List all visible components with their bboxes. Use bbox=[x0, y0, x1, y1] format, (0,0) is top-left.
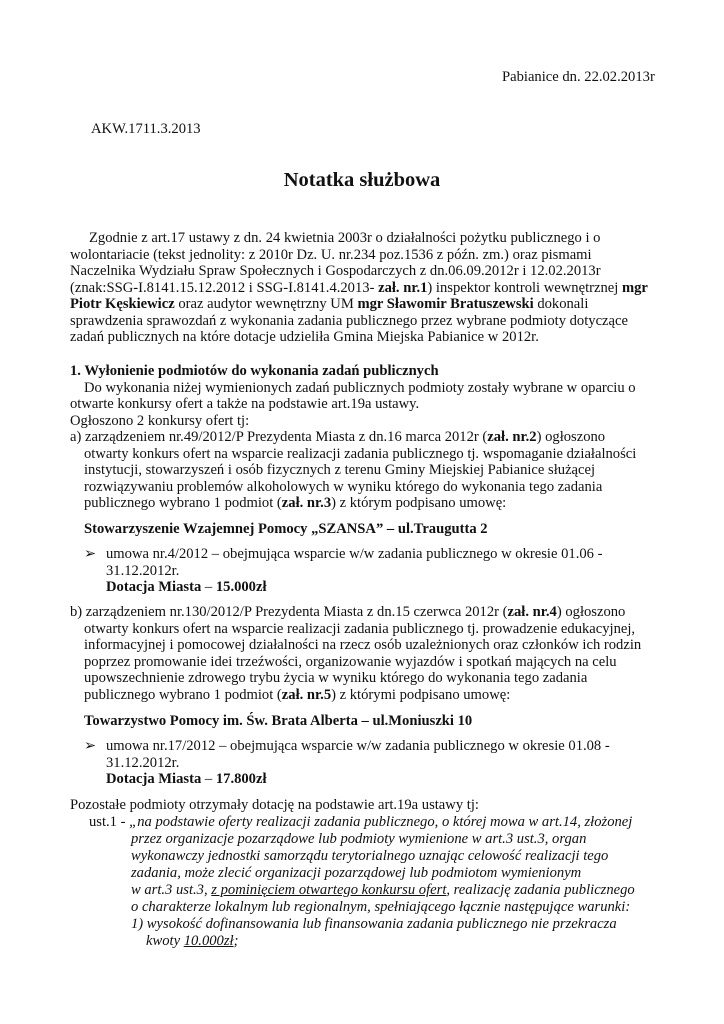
quote-line: kwoty 10.000zł; bbox=[146, 933, 239, 949]
place-date: Pabianice dn. 22.02.2013r bbox=[502, 69, 655, 85]
item-b-line: publicznego wybrano 1 podmiot (zał. nr.5) z którymi podpisano umowę: bbox=[84, 687, 511, 703]
annex-ref: zał. nr.4 bbox=[507, 604, 557, 620]
intro-line: zadań publicznych na które dotacje udzieliła Gmina Miejska Pabianice w 2012r. bbox=[70, 329, 539, 345]
annex-ref: zał. nr.5 bbox=[281, 687, 332, 703]
page-title: Notatka służbowa bbox=[283, 169, 441, 191]
item-b-line: poprzez promowanie idei trzeźwości, organizowanie wyjazdów i spotkań mających na celu bbox=[84, 654, 617, 670]
item-b-line: informacyjnej i pomocowej działalności na rzecz osób uzależnionych oraz członków ich rodzin bbox=[84, 637, 642, 653]
item-a-line: publicznego wybrano 1 podmiot (zał. nr.3) z którym podpisano umowę: bbox=[84, 495, 507, 511]
organization-name: Towarzystwo Pomocy im. Św. Brata Alberta – ul.Moniuszki 10 bbox=[84, 713, 473, 729]
arrow-bullet-icon: ➢ bbox=[84, 546, 97, 562]
annex-ref: zał. nr.1 bbox=[378, 280, 428, 296]
section-line: Do wykonania niżej wymienionych zadań publicznych podmioty zostały wybrane w oparciu o bbox=[84, 380, 636, 396]
contract-bullet-cont: 31.12.2012r. bbox=[106, 563, 180, 579]
intro-line: (znak:SSG-I.8141.15.12.2012 i SSG-I.8141.4.2013- zał. nr.1) inspektor kontroli wewnętrznej mgr bbox=[70, 280, 648, 296]
item-b-line: upowszechnienie zdrowego trybu życia w wyniku którego do wykonania tego zadania bbox=[84, 670, 588, 686]
arrow-bullet-icon: ➢ bbox=[84, 738, 97, 754]
auditor-name: mgr Sławomir Bratuszewski bbox=[357, 296, 534, 312]
item-b-line: b) zarządzeniem nr.130/2012/P Prezydenta Miasta z dn.15 czerwca 2012r (zał. nr.4) ogłoszono bbox=[70, 604, 626, 620]
quote-line: o charakterze lokalnym lub regionalnym, spełniającego łącznie następujące warunki: bbox=[131, 899, 631, 915]
grant-amount: Dotacja Miasta – 17.800zł bbox=[106, 771, 267, 787]
quote-line: w art.3 ust.3, z pominięciem otwartego konkursu ofert, realizację zadania publicznego bbox=[131, 882, 635, 898]
intro-line: wolontariacie (tekst jednolity: z 2010r Dz. U. nr.234 poz.1536 z późn. zm.) oraz pismami bbox=[70, 247, 592, 263]
item-a-line: otwarty konkurs ofert na wsparcie realizacji zadania publicznego tj. wspomaganie działalności bbox=[84, 446, 637, 462]
quote-line: wykonawczy jednostki samorządu terytorialnego uznając celowość realizacji tego bbox=[131, 848, 609, 864]
contract-bullet: ➢ umowa nr.4/2012 – obejmująca wsparcie w/w zadania publicznego w okresie 01.06 - bbox=[84, 546, 603, 562]
annex-ref: zał. nr.3 bbox=[281, 495, 332, 511]
item-a-line: rozwiązywaniu problemów alkoholowych w wyniku którego do wykonania tego zadania bbox=[84, 479, 603, 495]
others-line: ust.1 - „na podstawie oferty realizacji zadania publicznego, o której mowa w art.14, złożonej bbox=[89, 814, 633, 830]
intro-line: Piotr Kęskiewicz oraz audytor wewnętrzny UM mgr Sławomir Bratuszewski dokonali bbox=[70, 296, 589, 312]
grant-amount: Dotacja Miasta – 15.000zł bbox=[106, 579, 267, 595]
item-a-line: a) zarządzeniem nr.49/2012/P Prezydenta Miasta z dn.16 marca 2012r (zał. nr.2) ogłoszono bbox=[70, 429, 606, 445]
organization-name: Stowarzyszenie Wzajemnej Pomocy „SZANSA” – ul.Traugutta 2 bbox=[84, 521, 488, 537]
quote-line: przez organizacje pozarządowe lub podmioty wymienione w art.3 ust.3, organ bbox=[131, 831, 587, 847]
section-line: otwarte konkursy ofert a także na podstawie art.19a ustawy. bbox=[70, 396, 420, 412]
intro-line: sprawdzenia sprawozdań z wykonania zadania publicznego przez wybrane podmioty dotyczące bbox=[70, 313, 628, 329]
others-line: Pozostałe podmioty otrzymały dotację na podstawie art.19a ustawy tj: bbox=[70, 797, 479, 813]
intro-line: Zgodnie z art.17 ustawy z dn. 24 kwietnia 2003r o działalności pożytku publicznego i o bbox=[89, 230, 601, 246]
section-heading: 1. Wyłonienie podmiotów do wykonania zadań publicznych bbox=[70, 363, 439, 379]
item-b-line: otwarty konkurs ofert na wsparcie realizacji zadania publicznego tj. prowadzenie edukacyjnej, bbox=[84, 621, 636, 637]
contract-bullet-cont: 31.12.2012r. bbox=[106, 755, 180, 771]
intro-line: Naczelnika Wydziału Spraw Społecznych i Gospodarczych z dn.06.09.2012r i 12.02.2013r bbox=[70, 263, 601, 279]
section-line: Ogłoszono 2 konkursy ofert tj: bbox=[70, 413, 250, 429]
contract-bullet: ➢ umowa nr.17/2012 – obejmująca wsparcie w/w zadania publicznego w okresie 01.08 - bbox=[84, 738, 610, 754]
inspector-name: Piotr Kęskiewicz bbox=[70, 296, 175, 312]
item-a-line: instytucji, stowarzyszeń i osób fizycznych z terenu Gminy Miejskiej Pabianice służącej bbox=[84, 462, 596, 478]
reference-number: AKW.1711.3.2013 bbox=[91, 121, 201, 137]
annex-ref: zał. nr.2 bbox=[487, 429, 537, 445]
quote-line: 1) wysokość dofinansowania lub finansowania zadania publicznego nie przekracza bbox=[131, 916, 617, 932]
quote-line: zadania, może zlecić organizacji pozarządowej lub podmiotom wymienionym bbox=[131, 865, 582, 881]
